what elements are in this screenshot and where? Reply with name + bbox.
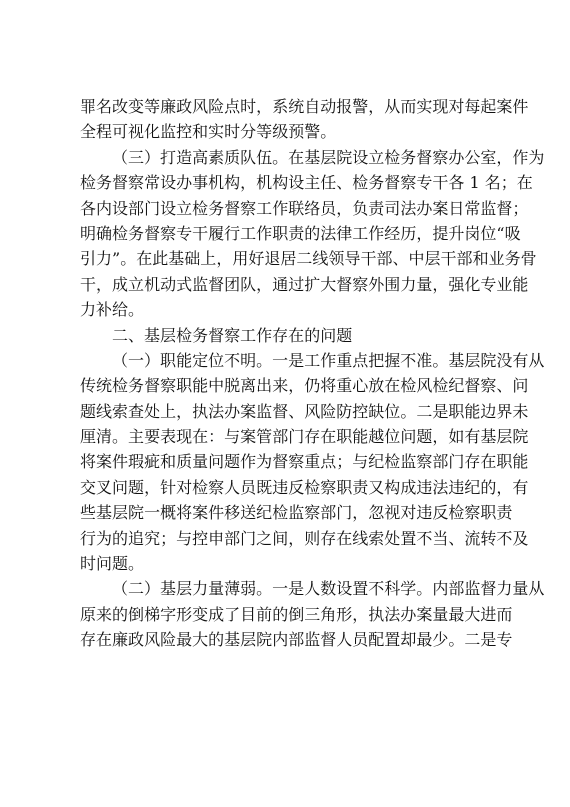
text-line: 全 程 可 视 化 监 控 和 实 时 分 等 级 预 警 。 <box>80 122 337 142</box>
text-line: （ 三 ） 打 造 高 素 质 队 伍 。 在 基 层 院 设 立 检 务 督 察 办 公 室 ， 作 为 <box>112 147 545 167</box>
text-line: 题 线 索 查 处 上 ， 执 法 办 案 监 督 、 风 险 防 控 缺 位 。 二 是 职 能 边 界 未 <box>80 401 529 421</box>
text-line: 行 为 的 追 究 ； 与 控 申 部 门 之 间 ， 则 存 在 线 索 处 置 不 当 、 流 转 不 及 <box>80 528 529 548</box>
document-body <box>80 94 545 653</box>
text-line: 交 叉 问 题 ， 针 对 检 察 人 员 既 违 反 检 察 职 责 又 构 成 违 法 违 纪 的 ， 有 <box>80 477 529 497</box>
text-line: 原 来 的 倒 梯 字 形 变 成 了 目 前 的 倒 三 角 形 ， 执 法 办 案 量 最 大 进 而 <box>80 604 513 624</box>
text-line: 各 内 设 部 门 设 立 检 务 督 察 工 作 联 络 员 ， 负 责 司 法 办 案 日 常 监 督 ； <box>80 198 529 218</box>
text-line: （ 二 ） 基 层 力 量 薄 弱 。 一 是 人 数 设 置 不 科 学 。 内 部 监 督 力 量 从 <box>112 579 545 599</box>
text-line: 些 基 层 院 一 概 将 案 件 移 送 纪 检 监 察 部 门 ， 忽 视 对 违 反 检 察 职 责 <box>80 503 513 523</box>
text-line: 干 ， 成 立 机 动 式 监 督 团 队 ， 通 过 扩 大 督 察 外 围 力 量 ， 强 化 专 业 能 <box>80 274 529 294</box>
text-line: 将 案 件 瑕 疵 和 质 量 问 题 作 为 督 察 重 点 ； 与 纪 检 监 察 部 门 存 在 职 能 <box>80 452 529 472</box>
text-line: 传 统 检 务 督 察 职 能 中 脱 离 出 来 ， 仍 将 重 心 放 在 检 风 检 纪 督 察 、 问 <box>80 376 529 396</box>
text-line: 罪 名 改 变 等 廉 政 风 险 点 时 ， 系 统 自 动 报 警 ， 从 而 实 现 对 每 起 案 件 <box>80 97 529 116</box>
text-line: 厘 清 。 主 要 表 现 在 ： 与 案 管 部 门 存 在 职 能 越 位 问 题 ， 如 有 基 层 院 <box>80 427 529 447</box>
text-line: 二 、 基 层 检 务 督 察 工 作 存 在 的 问 题 <box>112 325 353 345</box>
text-line: 存 在 廉 政 风 险 最 大 的 基 层 院 内 部 监 督 人 员 配 置 却 最 少 。 二 是 专 <box>80 630 513 650</box>
text-line: 时 问 题 。 <box>80 554 145 574</box>
text-line: 明 确 检 务 督 察 专 干 履 行 工 作 职 责 的 法 律 工 作 经 历 ， 提 升 岗 位 “ 吸 <box>80 223 521 243</box>
text-line: （ 一 ） 职 能 定 位 不 明 。 一 是 工 作 重 点 把 握 不 准 。 基 层 院 没 有 从 <box>112 350 545 370</box>
text-line: 检 务 督 察 常 设 办 事 机 构 ， 机 构 设 主 任 、 检 务 督 察 专 干 各 1 名 ； 在 <box>80 173 533 193</box>
text-line: 引 力 ” 。 在 此 基 础 上 ， 用 好 退 居 二 线 领 导 干 部 、 中 层 干 部 和 业 务 骨 <box>80 249 537 269</box>
text-line: 力 补 给 。 <box>80 300 145 320</box>
